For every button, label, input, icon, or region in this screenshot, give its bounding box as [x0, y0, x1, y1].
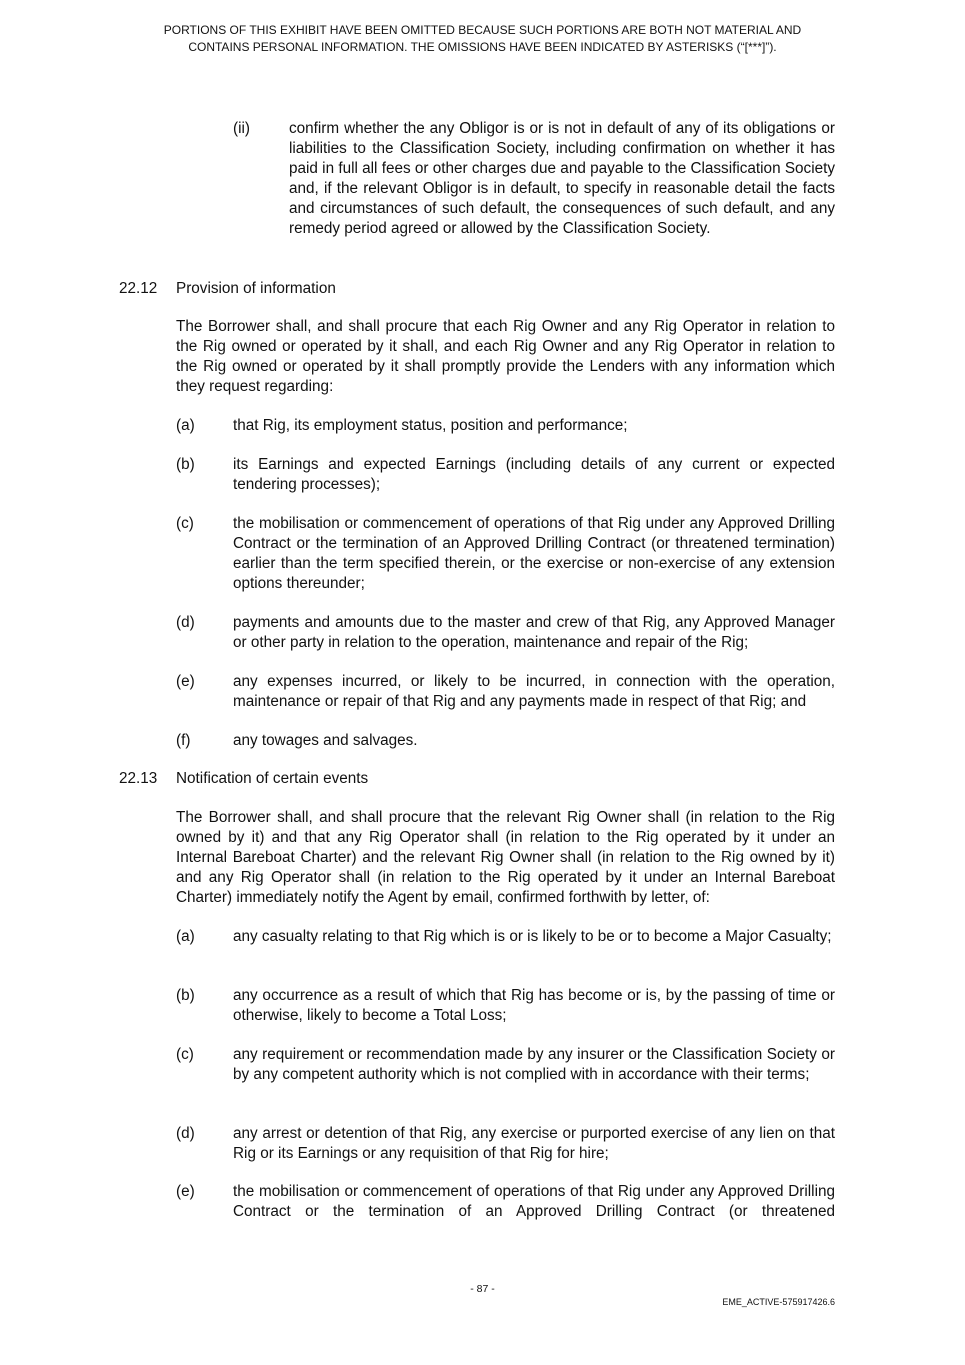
list-item-text: that Rig, its employment status, position and performance;: [233, 417, 628, 434]
list-item-text: any arrest or detention of that Rig, any exercise or purported exercise of any lien on that Rig or its Earnings or any requisition of that Rig for hire;: [233, 1125, 835, 1162]
list-item-text: the mobilisation or commencement of operations of that Rig under any Approved Drilling Contract or the termination of an Approved Drilling Contract (or threatened: [233, 1183, 835, 1220]
section-title: Provision of information: [176, 280, 336, 297]
section-intro: The Borrower shall, and shall procure that the relevant Rig Owner shall (in relation to the Rig owned by it) and that any Rig Operator shall (in relation to the Rig operated by it under an Internal Bareboat Charter) and the relevant Rig Owner shall (in relation to the Rig owned by it) and any Rig Operator shall (in relation to the Rig operated by it under an Internal Bareboat Charter) immediately notify the Agent by email, confirmed forthwith by letter, of:: [176, 809, 835, 906]
list-item-label: (f): [176, 732, 191, 749]
omission-notice-line-2: CONTAINS PERSONAL INFORMATION. THE OMISSIONS HAVE BEEN INDICATED BY ASTERISKS (“[***]”).: [188, 40, 777, 54]
list-item-label: (d): [176, 614, 195, 631]
list-item-text: its Earnings and expected Earnings (including details of any current or expected tendering processes);: [233, 456, 835, 493]
list-item-label: (c): [176, 1046, 194, 1063]
list-item-label: (b): [176, 456, 195, 473]
item-text: confirm whether the any Obligor is or is not in default of any of its obligations or liabilities to the Classification Society, including confirmation on whether it has paid in full all fees or other charges due and payable to the Classification Society and, if the relevant Obligor is in default, to specify in reasonable detail the facts and circumstances of such default, the consequences of such default, and any remedy period agreed or allowed by the Classification Society.: [289, 120, 835, 237]
list-item-text: payments and amounts due to the master and crew of that Rig, any Approved Manager or other party in relation to the operation, maintenance and repair of the Rig;: [233, 614, 835, 651]
item-label: (ii): [233, 120, 250, 137]
list-item-text: any occurrence as a result of which that Rig has become or is, by the passing of time or otherwise, likely to become a Total Loss;: [233, 987, 835, 1024]
list-item-label: (b): [176, 987, 195, 1004]
list-item-label: (a): [176, 928, 195, 945]
omission-notice-line-1: PORTIONS OF THIS EXHIBIT HAVE BEEN OMITTED BECAUSE SUCH PORTIONS ARE BOTH NOT MATERIAL AND: [163, 23, 802, 37]
page-number: - 87 -: [470, 1283, 495, 1295]
list-item-label: (a): [176, 417, 195, 434]
list-item-label: (e): [176, 1183, 195, 1200]
section-intro: The Borrower shall, and shall procure that each Rig Owner and any Rig Operator in relation to the Rig owned or operated by it shall, and each Rig Owner and any Rig Operator in relation to the Rig owned or operated by it shall promptly provide the Lenders with any information which they request regarding:: [176, 318, 835, 395]
document-reference: EME_ACTIVE-575917426.6: [722, 1297, 835, 1307]
section-number: 22.13: [119, 770, 158, 787]
list-item-label: (d): [176, 1125, 195, 1142]
section-number: 22.12: [119, 280, 158, 297]
list-item-text: any expenses incurred, or likely to be incurred, in connection with the operation, maintenance or repair of that Rig and any payments made in respect of that Rig; and: [233, 673, 835, 710]
list-item-label: (e): [176, 673, 195, 690]
list-item-text: the mobilisation or commencement of operations of that Rig under any Approved Drilling Contract or the termination of an Approved Drilling Contract (or threatened termination) earlier than the term specified therein, or the exercise or non-exercise of any extension options thereunder;: [233, 515, 835, 592]
list-item-label: (c): [176, 515, 194, 532]
list-item-text: any requirement or recommendation made by any insurer or the Classification Society or by any competent authority which is not complied with in accordance with their terms;: [233, 1046, 835, 1083]
list-item-text: any towages and salvages.: [233, 732, 418, 749]
section-title: Notification of certain events: [176, 770, 369, 787]
omission-notice: [60, 22, 905, 56]
list-item-text: any casualty relating to that Rig which is or is likely to be or to become a Major Casualty;: [233, 928, 832, 945]
